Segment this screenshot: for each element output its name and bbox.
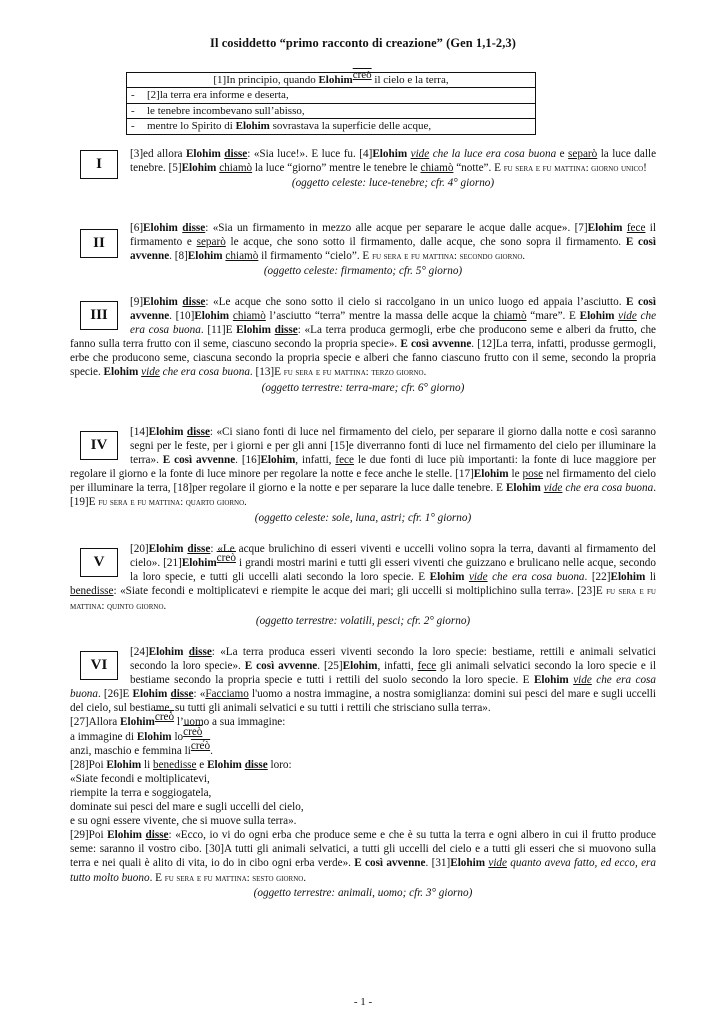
section-text-end: [29]Poi Elohim disse: «Ecco, io vi do ogni erba che produce seme e che è su tutta la terra e ogni albero in cui il frutto produce seme: saranno il vostro cibo. [30]A tutti gli animali selvatici, a tutti gli uccelli del cielo e a tutti gli esseri che si muovono sulla terra e nei quali è alito di vita, io do in cibo ogni erba verde». E così avvenne. [31]Elohim vide quanto aveva fatto, ed ecco, era tutto molto buono. E fu sera e fu mattina: sesto giorno. [70,829,657,884]
section-day-1 [70,147,656,190]
intro-dash: - [127,119,145,134]
section-number: II [80,229,118,258]
intro-line-4: mentre lo Spirito di Elohim sovrastava la superficie delle acque, [144,119,536,134]
section-day-3 [70,295,656,395]
section-text: [14]Elohim disse: «Ci siano fonti di luce nel firmamento del cielo, per separare il giorno dalla notte e così saranno segni per le feste, per i giorni e per gli anni [15]e diverranno fonti di luce nel firmamento del cielo per illuminare la terra». E così avvenne. [16]Elohim, infatti, fece le due fonti di luce più importanti: la fonte di luce maggiore per regolare il giorno e la fonte di luce minore per regolare la notte e fece anche le stelle. [17]Elohim le pose nel firmamento del cielo per illuminare la terra, [18]per regolare il giorno e la notte e per separare la luce dalle tenebre. E Elohim vide che era cosa buona. [19]E fu sera e fu mattina: quarto giorno. [70,426,656,509]
section-note: (oggetto celeste: luce-tenebre; cfr. 4° giorno) [291,177,495,190]
intro-line-2: [2]la terra era informe e deserta, [144,88,536,103]
section-text: [24]Elohim disse: «La terra produca esseri viventi secondo la loro specie: bestiame, rettili e animali selvatici secondo la loro specie». E così avvenne. [25]Elohim, infatti, fece gli animali selvatici secondo la loro specie e il bestiame secondo la propria specie e tutti i rettili del suolo secondo la loro specie. E Elohim vide che era cosa buona. [26]E Elohim disse: «Facciamo l'uomo a nostra immagine, a nostra somiglianza: domini sui pesci del mare e sugli uccelli del cielo, sul bestiame, su tutti gli animali selvatici e su tutti i rettili che strisciano sulla terra». [70,646,657,715]
section-number: III [80,301,118,330]
section-note: (oggetto terrestre: volatili, pesci; cfr. 2° giorno) [255,615,471,628]
intro-first-line: [1]In principio, quando Elohimcreò il cielo e la terra, [127,73,536,88]
section-note: (oggetto celeste: sole, luna, astri; cfr. 1° giorno) [254,511,472,524]
page-title: Il cosiddetto “primo racconto di creazione” (Gen 1,1-2,3) [210,36,516,50]
intro-dash: - [127,88,145,103]
section-number: I [80,150,118,179]
section-note: (oggetto celeste: firmamento; cfr. 5° giorno) [263,265,463,278]
intro-box [126,69,536,135]
section-day-4 [70,425,656,525]
intro-dash: - [127,103,145,118]
page-number: - 1 - [353,996,373,1008]
section-number: V [80,548,118,577]
section-text: [9]Elohim disse: «Le acque che sono sotto il cielo si raccolgano in un unico luogo ed appaia l’asciutto. E così avvenne. [10]Elohim chiamò l’asciutto “terra” mentre la massa delle acque la chiamò “mare”. E Elohim vide che era cosa buona. [11]E Elohim disse: «La terra produca germogli, erbe che producono seme e alberi da frutto, che fanno sulla terra frutto con il seme, ciascuno secondo la propria specie». E così avvenne. [12]La terra, infatti, produsse germogli, erbe che producono seme, ciascuna secondo la propria specie e alberi che fanno ciascuno frutto con il seme, secondo la propria specie. Elohim vide che era cosa buona. [13]E fu sera e fu mattina: terzo giorno. [70,296,657,379]
section-day-5 [70,542,656,629]
document-page [70,0,656,1024]
section-day-6 [70,645,656,900]
section-note: (oggetto terrestre: terra-mare; cfr. 6° giorno) [261,381,465,394]
section-number: IV [80,431,118,460]
section-text: [6]Elohim disse: «Sia un firmamento in mezzo alle acque per separare le acque dalle acque». [7]Elohim fece il firmamento e separò le acque, che sono sotto il firmamento, dalle acque, che sono sopra il firmamento. E così avvenne. [8]Elohim chiamò il firmamento “cielo”. E fu sera e fu mattina: secondo giorno. [130,222,657,263]
section-poem: [27]Allora Elohimcreò l’uomo a sua immagine: a immagine di Elohim locreò, anzi, maschio e femmina licreò. [28]Poi Elohim li benedisse e Elohim disse loro: «Siate fecondi e moltiplicatevi, riempite la terra e soggiogatela, dominate sui pesci del mare e sugli uccelli del cielo, e su ogni essere vivente, che si muove sulla terra». [70,711,304,828]
section-day-2 [70,221,656,278]
intro-line-3: le tenebre incombevano sull’abisso, [144,103,536,118]
section-note: (oggetto terrestre: animali, uomo; cfr. 3° giorno) [253,886,473,899]
section-number: VI [80,651,118,680]
section-text: [3]ed allora Elohim disse: «Sia luce!». E luce fu. [4]Elohim vide che la luce era cosa buona e separò la luce dalle tenebre. [5]Elohim chiamò la luce “giorno” mentre le tenebre le chiamò “notte”. E fu sera e fu mattina: giorno unico! [130,148,657,175]
section-text: [20]Elohim disse: «Le acque brulichino di esseri viventi e uccelli volino sopra la terra, davanti al firmamento del cielo». [21]Elohimcreò i grandi mostri marini e tutti gli esseri viventi che guizzano e brulicano nelle acque, secondo la loro specie, e tutti gli uccelli alati secondo la loro specie. E Elohim vide che era cosa buona. [22]Elohim li benedisse: «Siate fecondi e moltiplicatevi e riempite le acque dei mari; gli uccelli si moltiplichino sulla terra». [23]E fu sera e fu mattina: quinto giorno. [70,543,657,613]
